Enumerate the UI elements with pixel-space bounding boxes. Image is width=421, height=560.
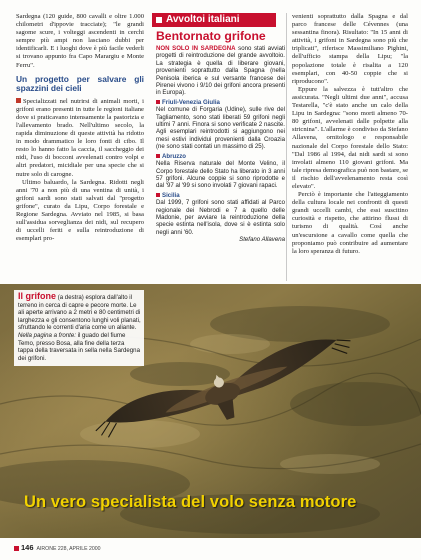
region-text-abruzzo: Nella Riserva naturale del Monte Velino, il Corpo forestale dello Stato ha liberato in 3 anni 57 grifoni. Alcune coppie si sono riprodotte e dal '97 al '99 si sono involati 7 giovani rapaci. <box>156 160 285 190</box>
sidebar-box <box>152 13 287 281</box>
box-title: Bentornato grifone <box>156 29 266 43</box>
left-column <box>16 13 144 243</box>
right-paragraph-2: Eppure la salvezza è tutt'altro che assicurata. "Negli ultimi due anni", accusa Testarella, "c'è stato anche un calo della Lipu in Sardegna: "sono morti almeno 70-80 grifoni, avvelenati dalle polpette alla stricnina". L'allarme è condiviso da Stefano Allavena, ornitologo e responsabile nazionale del Corpo forestale dello Stato: "Dal 1986 al 1994, dai nidi sardi si sono involati almeno 110 giovani grifoni. Ma tale ripresa demografica può non bastare, se il rischio dell'avvelenamento resta così elevato". <box>292 85 408 190</box>
bullet-square-icon <box>16 98 21 103</box>
subheading-text: Un progetto per salvare gli spazzini dei cieli <box>16 73 144 93</box>
left-intro-paragraph: Sardegna (120 guide, 800 cavalli e oltre 1.000 chilometri d'ippovie tracciate); "le grandi sagome scure, i volteggi ascendenti in cerchi sempre più ampi non lasciano dubbi per identificarli. E i luoghi dove è più facile vederli si trovano appunto fra Capo Marargiu e Monte Ferru". <box>16 13 144 69</box>
region-text-sicilia: Dal 1999, 7 grifoni sono stati affidati al Parco regionale dei Nebrodi e 7 a quello delle Madonie, per avviare la reintroduzione della specie estinta nell'isola, dove si è estinta solo negli anni '60. <box>156 199 285 236</box>
footer-square-icon <box>14 546 19 551</box>
region-heading-sicilia: Sicilia <box>156 192 285 199</box>
square-bullet-icon <box>156 193 160 197</box>
box-signature: Stefano Allavena <box>239 236 285 244</box>
left-subheading <box>16 75 144 93</box>
square-bullet-icon <box>156 154 160 158</box>
right-column <box>292 13 408 256</box>
right-paragraph-1: venienti soprattutto dalla Spagna e dal parco francese delle Cévennes (una sessantina finora). Risultato: "In 15 anni di attività, i grifoni in Sardegna sono più che triplicati", riferisce Massimiliano Pighini, dell'ufficio stampa della Lipu; "la popolazione totale è risalita a 120 esemplari, con 40-50 coppie che si riproducono". <box>292 13 408 85</box>
page-footer <box>14 543 101 552</box>
caption-title: Il grifone <box>18 291 56 301</box>
box-intro <box>156 45 285 97</box>
square-bullet-icon <box>156 17 162 23</box>
photo-headline: Un vero specialista del volo senza motore <box>24 493 357 511</box>
issue-label: AIRONE 228, APRILE 2000 <box>36 546 101 552</box>
caption-text-1: Il grifone (a destra) esplora dall'alto il terreno in cerca di capre e pecore morte. Le ali aperte arrivano a 2 metri e 80 centimetri di larghezza e gli consentono lunghi voli planati, sfruttando le correnti d'aria come un aliante. <box>18 291 141 332</box>
caption-text-2: Nella pagina a fronte: il guado del fiume Temo, presso Bosa, alla fine della terza tappa della traversata in sella nella Sardegna dei grifoni. <box>18 331 140 362</box>
square-bullet-icon <box>156 100 160 104</box>
box-intro-text: sono stati avviati progetti di reintroduzione del grande avvoltoio. La strategia è quella di liberare giovani, provenienti soprattutto dalla Spagna (nella Penisola iberica e sul versante francese dei Pirenei vivono i 9/10 dei grifoni ancora presenti in Europa). <box>156 45 285 97</box>
left-paragraph-2: Ultimo baluardo, la Sardegna. Ridotti negli anni '70 a non più di una ventina di unità, i grifoni sardi sono stati salvati dal "progetto grifone", curato da Lipu, Corpo forestale e Regione Sardegna. Avviato nel 1985, si basa sull'assidua sorveglianza dei nidi, sul recupero di uccelli feriti e sulla reintroduzione di esemplari pro- <box>16 178 144 243</box>
right-paragraph-3: Perciò è importante che l'atteggiamento della cultura locale nei confronti di questi grandi uccelli cambi, che essi suscitino curiosità e rispetto, che attirino flussi di turismo di qualità. Così anche un'escursione a cavallo come quella che proponiamo può contribuire ad aumentare la loro speranza di futuro. <box>292 191 408 255</box>
left-paragraph-1: Specializzati nel nutrirsi di animali morti, i grifoni erano presenti in tutte le regioni italiane dove si praticavano intensamente la pastorizia e l'allevamento brado. Nell'ultimo secolo, la rapida diminuzione di queste attività ha ridotto in modo drammatico le loro fonti di cibo. Il resto lo hanno fatto la caccia, il saccheggio dei nidi, l'uso di bocconi avvelenati contro volpi e altri predatori, micidiale per una specie che si nutre solo di carogne. <box>16 97 144 178</box>
region-heading-friuli: Friuli-Venezia Giulia <box>156 99 285 106</box>
region-heading-abruzzo: Abruzzo <box>156 153 285 160</box>
region-text-friuli: Nel comune di Forgaria (Udine), sulle rive del Tagliamento, sono stati liberati 59 grifoni negli ultimi 7 anni. Finora si sono verificate 2 nascite. Agli esemplari reintrodotti si aggiungono nei mesi estivi individui provenienti dalla Croazia (ne sono stati contati un massimo di 25). <box>156 106 285 151</box>
photo-caption <box>14 290 144 366</box>
box-tab-label: Avvoltoi italiani <box>166 14 240 25</box>
box-lead: NON SOLO IN SARDEGNA <box>156 45 236 52</box>
page-number: 146 <box>21 543 34 552</box>
caption-label: Nella pagina a fronte: <box>18 331 76 339</box>
box-body <box>156 45 285 244</box>
box-tab <box>152 13 276 27</box>
